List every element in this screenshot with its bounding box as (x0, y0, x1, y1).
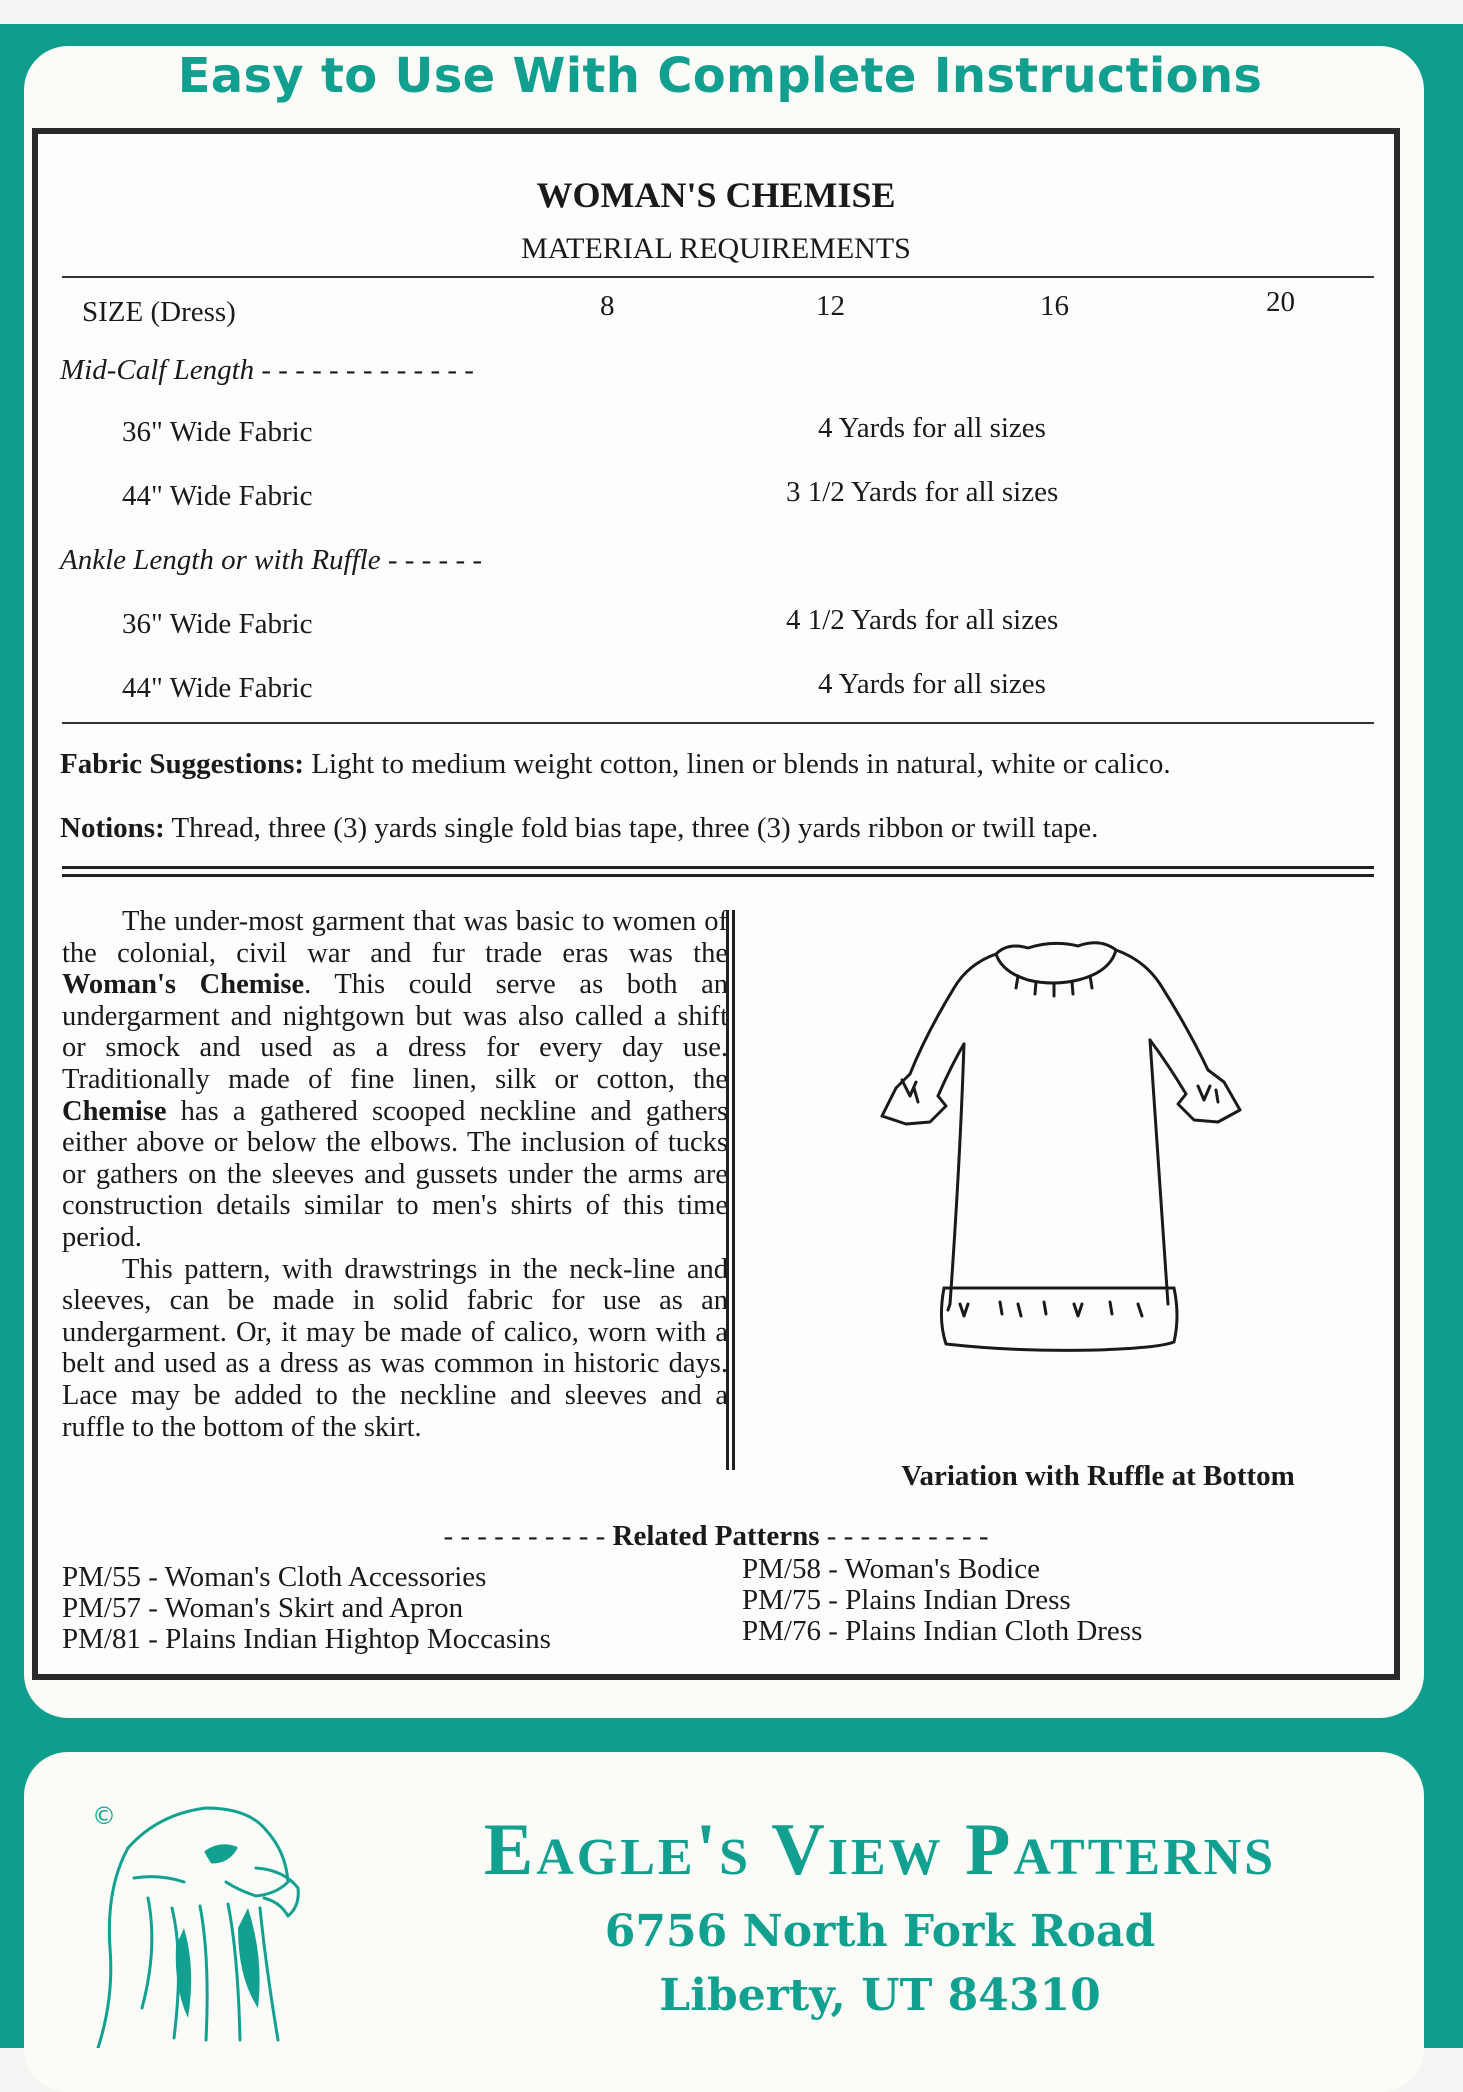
notions-label: Notions: (60, 812, 165, 844)
headline: Easy to Use With Complete Instructions (177, 48, 1263, 104)
fabric-row-label: 44" Wide Fabric (122, 480, 313, 512)
column-divider (726, 910, 735, 1470)
table-bottom-rule (62, 722, 1374, 724)
instruction-sheet (32, 128, 1400, 1680)
table-top-rule (62, 276, 1374, 278)
material-requirements-heading: MATERIAL REQUIREMENTS (521, 232, 911, 265)
address-line-2: Liberty, UT 84310 (659, 1970, 1101, 2021)
notions-text: Thread, three (3) yards single fold bias tape, three (3) yards ribbon or twill tape. (171, 812, 1099, 844)
chemise-dress-illustration (868, 924, 1268, 1354)
dash-leader: - - - - - - - - - - (443, 1520, 606, 1552)
copyright-mark: © (92, 1802, 116, 1830)
double-rule-top (62, 866, 1374, 869)
description-paragraph: This pattern, with drawstrings in the neck-line and sleeves, can be made in solid fabric for use as an undergarment. Or, it may be made of calico, worn with a belt and used as a dress as was common in historic days. Lace may be added to the neckline and sleeves and a ruffle to the bottom of the skirt. (62, 1253, 728, 1443)
related-list-right (742, 1554, 1142, 1647)
text-span: The under-most garment that was basic to women of the colonial, civil war and fur trade eras was the (62, 906, 728, 969)
fabric-row-amount: 3 1/2 Yards for all sizes (786, 476, 1059, 508)
description-paragraph (62, 906, 728, 1254)
emphasis-chemise: Chemise (62, 1095, 167, 1127)
related-item: PM/81 - Plains Indian Hightop Moccasins (62, 1623, 551, 1655)
fabric-row-amount: 4 1/2 Yards for all sizes (786, 604, 1059, 636)
fabric-row-amount: 4 Yards for all sizes (818, 412, 1046, 444)
size-8: 8 (600, 290, 615, 322)
related-patterns-heading (38, 1520, 1394, 1553)
fabric-suggestions-text: Light to medium weight cotton, linen or blends in natural, white or calico. (311, 748, 1171, 780)
size-12: 12 (816, 290, 845, 322)
address-line-1: 6756 North Fork Road (604, 1906, 1156, 1957)
size-16: 16 (1040, 290, 1069, 322)
text-span: . This could serve as both an undergarment and nightgown but was also called a shift or smock and used as a dress for every day use. Traditionally made of fine linen, silk or cotton, the (62, 969, 728, 1095)
section-mid-calf: Mid-Calf Length - - - - - - - - - - - - - (60, 354, 474, 386)
eagle-head-logo (88, 1778, 318, 2048)
related-item: PM/76 - Plains Indian Cloth Dress (742, 1615, 1143, 1647)
double-rule-bottom (62, 874, 1374, 877)
brand-name: Eagle's View Patterns (483, 1809, 1277, 1891)
related-item: PM/58 - Woman's Bodice (742, 1553, 1040, 1585)
related-patterns-title: Related Patterns (612, 1520, 820, 1552)
pattern-title: WOMAN'S CHEMISE (536, 175, 896, 215)
fabric-row-label: 36" Wide Fabric (122, 608, 313, 640)
fabric-row-amount: 4 Yards for all sizes (818, 668, 1046, 700)
related-item: PM/75 - Plains Indian Dress (742, 1584, 1071, 1616)
text-span: has a gathered scooped neckline and gathers either above or below the elbows. The inclusion of tucks or gathers on the sleeves and gussets under the arms are construction details similar to men's shirts of this time period. (62, 1095, 728, 1253)
notions (60, 812, 1380, 844)
fabric-suggestions (60, 748, 1380, 780)
dash-leader: - - - - - - - - - - (826, 1520, 989, 1552)
fabric-row-label: 36" Wide Fabric (122, 416, 313, 448)
illustration-caption: Variation with Ruffle at Bottom (901, 1460, 1295, 1492)
size-label: SIZE (Dress) (82, 296, 236, 328)
emphasis-woman-chemise: Woman's Chemise (62, 969, 305, 1001)
related-item: PM/57 - Woman's Skirt and Apron (62, 1592, 464, 1624)
fabric-row-label: 44" Wide Fabric (122, 672, 313, 704)
related-list-left (62, 1562, 551, 1655)
size-20: 20 (1266, 286, 1295, 318)
description-text (62, 906, 728, 1443)
related-item: PM/55 - Woman's Cloth Accessories (62, 1561, 487, 1593)
fabric-suggestions-label: Fabric Suggestions: (60, 748, 305, 780)
section-ankle-length: Ankle Length or with Ruffle - - - - - - (60, 544, 483, 576)
